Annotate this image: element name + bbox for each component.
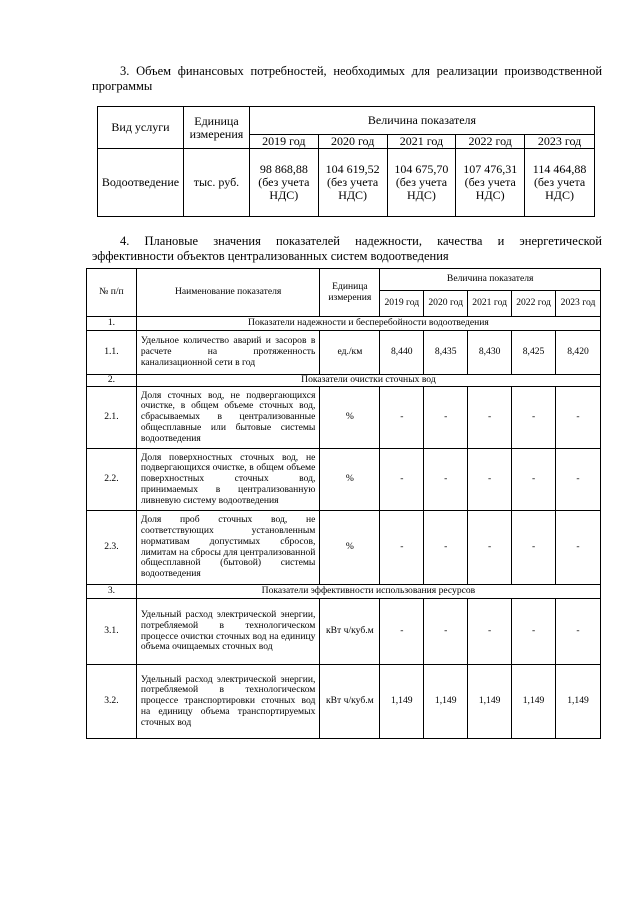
header-name: Наименование показателя xyxy=(136,269,320,317)
row-num: 2.3. xyxy=(87,511,137,585)
header-year: 2021 год xyxy=(387,135,456,149)
row-unit: ед./км xyxy=(320,331,380,375)
table-row xyxy=(87,599,601,665)
row-value: - xyxy=(380,449,424,511)
row-value: - xyxy=(380,599,424,665)
section-4-heading xyxy=(92,234,602,264)
row-value: - xyxy=(424,599,468,665)
header-year: 2021 год xyxy=(468,291,512,317)
section-row xyxy=(87,317,601,331)
header-unit: Единица измерения xyxy=(320,269,380,317)
section-4-number: 4. xyxy=(120,234,130,248)
row-num: 3. xyxy=(87,585,137,599)
row-unit: кВт ч/куб.м xyxy=(320,665,380,739)
table-row xyxy=(87,511,601,585)
row-value: - xyxy=(424,449,468,511)
header-unit: Единица измерения xyxy=(183,107,249,149)
row-value: 8,420 xyxy=(556,331,601,375)
row-value: 8,440 xyxy=(380,331,424,375)
row-num: 2. xyxy=(87,375,137,387)
row-name: Доля сточных вод, не подвергающихся очистке, в общем объеме сточных вод, сбрасываемых в централизованные общесплавные или бытовые системы водоотведения xyxy=(136,387,320,449)
row-unit: % xyxy=(320,387,380,449)
row-num: 2.2. xyxy=(87,449,137,511)
row-value: 104 675,70 (без учета НДС) xyxy=(387,149,456,217)
header-num: № п/п xyxy=(87,269,137,317)
header-year: 2022 год xyxy=(512,291,556,317)
row-value: - xyxy=(380,511,424,585)
header-year: 2023 год xyxy=(525,135,595,149)
header-year: 2020 год xyxy=(424,291,468,317)
row-value: 1,149 xyxy=(468,665,512,739)
table-row xyxy=(87,665,601,739)
section-4-text: Плановые значения показателей надежности, качества и энергетической эффективности объектов централизованных систем водоотведения xyxy=(92,234,602,263)
section-title: Показатели очистки сточных вод xyxy=(136,375,600,387)
header-year: 2022 год xyxy=(456,135,525,149)
table-row xyxy=(87,449,601,511)
row-unit: % xyxy=(320,511,380,585)
row-value: - xyxy=(424,387,468,449)
row-value: - xyxy=(512,387,556,449)
row-value: - xyxy=(512,511,556,585)
row-value: - xyxy=(556,387,601,449)
section-title: Показатели эффективности использования ресурсов xyxy=(136,585,600,599)
header-year: 2023 год xyxy=(556,291,601,317)
header-service: Вид услуги xyxy=(98,107,184,149)
header-value: Величина показателя xyxy=(380,269,601,291)
row-value: 1,149 xyxy=(380,665,424,739)
row-value: 8,430 xyxy=(468,331,512,375)
table-row xyxy=(87,387,601,449)
financial-needs-table xyxy=(97,106,595,217)
row-value: - xyxy=(512,599,556,665)
row-value: 114 464,88 (без учета НДС) xyxy=(525,149,595,217)
section-3-heading xyxy=(92,64,602,94)
row-service: Водоотведение xyxy=(98,149,184,217)
row-value: - xyxy=(468,449,512,511)
row-name: Удельный расход электрической энергии, потребляемой в технологическом процессе транспортировки сточных вод на единицу объема транспортируемых сточных вод xyxy=(136,665,320,739)
header-year: 2019 год xyxy=(380,291,424,317)
row-name: Доля поверхностных сточных вод, не подвергающихся очистке, в общем объеме поверхностных сточных вод, принимаемых в централизованную ливневую систему водоотведения xyxy=(136,449,320,511)
row-num: 1. xyxy=(87,317,137,331)
row-value: - xyxy=(468,387,512,449)
section-title: Показатели надежности и бесперебойности водоотведения xyxy=(136,317,600,331)
row-unit: кВт ч/куб.м xyxy=(320,599,380,665)
row-value: - xyxy=(380,387,424,449)
header-year: 2019 год xyxy=(249,135,318,149)
section-row xyxy=(87,585,601,599)
row-value: - xyxy=(468,599,512,665)
row-value: - xyxy=(468,511,512,585)
row-value: 8,435 xyxy=(424,331,468,375)
row-name: Удельный расход электрической энергии, потребляемой в технологическом процессе очистки сточных вод на единицу объема очищаемых сточных вод xyxy=(136,599,320,665)
row-value: 104 619,52 (без учета НДС) xyxy=(318,149,387,217)
indicators-table xyxy=(86,268,601,739)
row-value: 107 476,31 (без учета НДС) xyxy=(456,149,525,217)
header-year: 2020 год xyxy=(318,135,387,149)
row-num: 2.1. xyxy=(87,387,137,449)
row-value: - xyxy=(424,511,468,585)
row-value: 1,149 xyxy=(424,665,468,739)
section-3-text: Объем финансовых потребностей, необходимых для реализации производственной программы xyxy=(92,64,603,93)
row-num: 1.1. xyxy=(87,331,137,375)
row-value: 1,149 xyxy=(556,665,601,739)
row-num: 3.1. xyxy=(87,599,137,665)
row-value: 98 868,88 (без учета НДС) xyxy=(249,149,318,217)
row-value: 8,425 xyxy=(512,331,556,375)
row-unit: тыс. руб. xyxy=(183,149,249,217)
row-value: - xyxy=(512,449,556,511)
row-name: Удельное количество аварий и засоров в расчете на протяженность канализационной сети в год xyxy=(136,331,320,375)
table-row xyxy=(87,331,601,375)
header-value: Величина показателя xyxy=(249,107,594,135)
section-3-number: 3. xyxy=(120,64,130,78)
section-row xyxy=(87,375,601,387)
row-unit: % xyxy=(320,449,380,511)
row-value: - xyxy=(556,449,601,511)
row-value: - xyxy=(556,511,601,585)
row-value: - xyxy=(556,599,601,665)
row-value: 1,149 xyxy=(512,665,556,739)
row-name: Доля проб сточных вод, не соответствующих установленным нормативам допустимых сбросов, лимитам на сбросы для централизованной общесплавной (бытовой) системы водоотведения xyxy=(136,511,320,585)
row-num: 3.2. xyxy=(87,665,137,739)
